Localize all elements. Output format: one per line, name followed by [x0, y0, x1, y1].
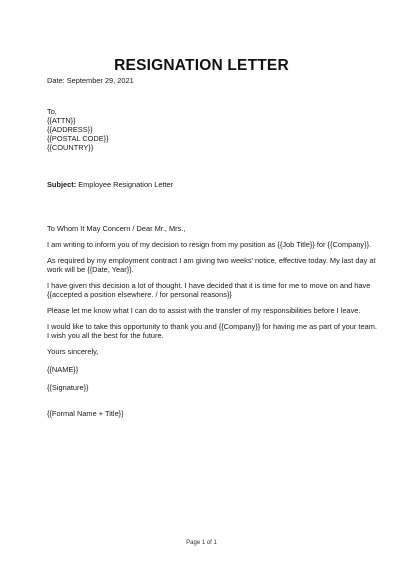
page-number: Page 1 of 1 [186, 540, 217, 546]
recipient-postal-code: {{POSTAL CODE}} [47, 134, 109, 143]
signature-placeholder: {{Signature}} [47, 383, 89, 392]
body-paragraph-1: I am writing to inform you of my decision to resign from my position as {{Job Title}} for {{Company}}. [47, 240, 372, 249]
subject-line [47, 180, 173, 189]
recipient-to: To, [47, 107, 57, 116]
subject-text: Employee Resignation Letter [78, 180, 174, 189]
body-paragraph-3-line-1: I have given this decision a lot of thought. I have decided that it is time for me to move on and have [47, 281, 371, 290]
body-paragraph-2-line-1: As required by my employment contract I am giving two weeks' notice, effective today. My last day at [47, 256, 376, 265]
sender-name: {{NAME}} [47, 365, 79, 374]
body-paragraph-5-line-2: I wish you all the best for the future. [47, 331, 164, 340]
body-paragraph-4: Please let me know what I can do to assist with the transfer of my responsibilities before I leave. [47, 306, 361, 315]
date-line: Date: September 29, 2021 [47, 76, 134, 85]
recipient-attn: {{ATTN}} [47, 116, 76, 125]
formal-name: {{Formal Name + Title}} [47, 409, 124, 418]
body-paragraph-3-line-2: {{accepted a position elsewhere. / for personal reasons}} [47, 290, 232, 299]
salutation: To Whom It May Concern / Dear Mr., Mrs., [47, 224, 186, 233]
recipient-address: {{ADDRESS}} [47, 125, 93, 134]
subject-label: Subject: [47, 180, 77, 189]
closing: Yours sincerely, [47, 347, 99, 356]
document-title: RESIGNATION LETTER [114, 57, 289, 74]
recipient-country: {{COUNTRY}} [47, 143, 94, 152]
body-paragraph-2-line-2: work will be {{Date, Year}}. [47, 265, 134, 274]
body-paragraph-5-line-1: I would like to take this opportunity to thank you and {{Company}} for having me as part of your team. [47, 322, 377, 331]
